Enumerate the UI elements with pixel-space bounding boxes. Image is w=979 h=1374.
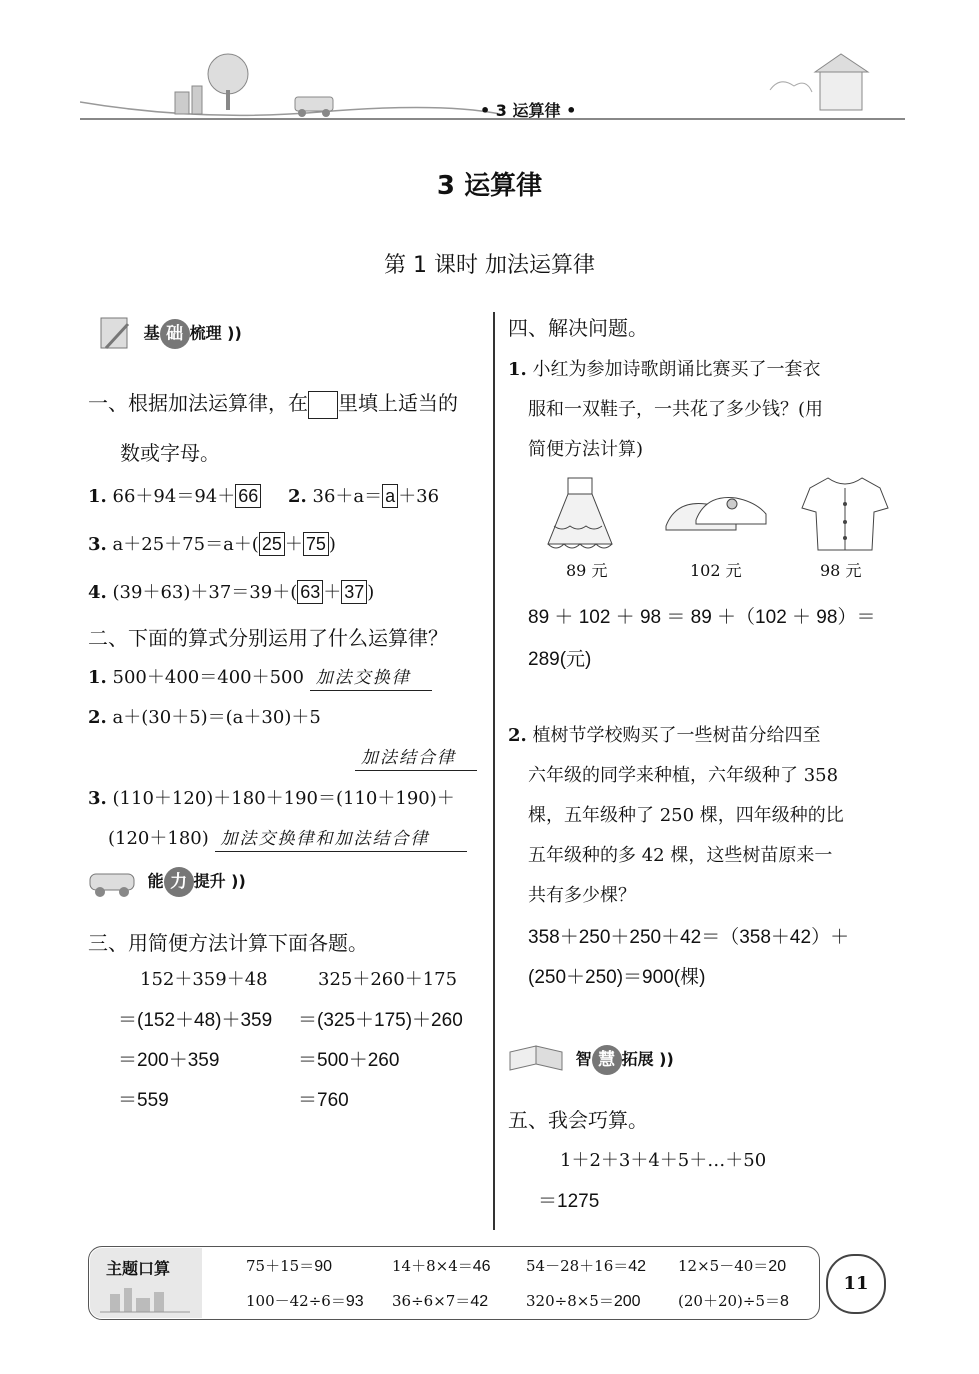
answer-box: 63 — [297, 580, 323, 604]
part2-heading: 二、下面的算式分别运用了什么运算律？ — [88, 626, 448, 650]
q-num: 1. — [508, 359, 527, 380]
slide-icon — [98, 314, 138, 354]
oral-q: 12×5－40＝ — [678, 1257, 769, 1275]
q-num: 4. — [88, 582, 107, 603]
skirt-icon — [540, 474, 620, 554]
answer-box: 66 — [235, 484, 261, 508]
handwritten-answer: 加法结合律 — [355, 743, 477, 771]
house-icon — [820, 70, 862, 110]
car-icon — [86, 864, 142, 900]
part1-heading — [88, 387, 458, 419]
shoes-icon — [662, 490, 772, 540]
oral-item — [392, 1255, 491, 1276]
part4-heading: 四、解决问题。 — [508, 316, 648, 340]
oral-a: 46 — [472, 1258, 491, 1275]
answer-box: a — [382, 484, 398, 508]
part5-heading: 五、我会巧算。 — [508, 1108, 648, 1132]
part1-q1 — [88, 482, 261, 508]
q-text: 共有多少棵？ — [528, 885, 636, 906]
oral-q: 54－28＋16＝ — [526, 1257, 629, 1275]
part1-q4 — [88, 578, 374, 604]
tree-icon — [208, 54, 248, 94]
calc-line: ＝500＋260 — [298, 1050, 400, 1071]
part2-q1 — [88, 663, 432, 691]
answer-line: (250＋250)＝900(棵) — [528, 967, 706, 988]
oral-a: 42 — [470, 1293, 489, 1310]
price-shirt: 98 元 — [820, 561, 862, 580]
q-text: 服和一双鞋子，一共花了多少钱？(用 — [528, 399, 824, 420]
q-expr: 66＋94＝94＋ — [112, 486, 236, 507]
q-expr: 500＋400＝400＋500 — [112, 667, 304, 688]
price-skirt: 89 元 — [566, 561, 608, 580]
lesson-subtitle: 第 1 课时 加法运算律 — [384, 253, 595, 278]
q-expr: a＋25＋75＝a＋( — [112, 534, 259, 555]
part4-q2-answer — [528, 918, 849, 998]
badge-wisdom-circle: 慧 — [592, 1045, 622, 1075]
badge-basic: 基 础 梳理 )) — [98, 314, 242, 350]
badge-basic-pre: 基 — [143, 323, 160, 343]
part1-q3 — [88, 530, 336, 556]
oral-item — [678, 1255, 786, 1276]
part4-q1 — [508, 350, 908, 470]
oral-item — [246, 1290, 364, 1311]
building-icon — [175, 92, 189, 114]
calc-line: ＝760 — [298, 1090, 349, 1111]
oral-a: 42 — [628, 1258, 647, 1275]
part1-q2 — [288, 482, 439, 508]
calc-line: 152＋359＋48 — [140, 969, 268, 990]
q-expr: 36＋a＝ — [312, 486, 383, 507]
q-num: 3. — [88, 788, 107, 809]
q-num: 2. — [508, 725, 527, 746]
part4-q2 — [508, 716, 908, 916]
oral-item — [678, 1290, 789, 1311]
oral-practice-label: 主题口算 — [106, 1259, 171, 1278]
q-num: 1. — [88, 486, 107, 507]
answer-box: 37 — [341, 580, 367, 604]
q-text: 棵，五年级种了 250 棵，四年级种的比 — [528, 805, 844, 826]
oral-q: 100－42÷6＝ — [246, 1292, 346, 1310]
oral-q: 36÷6×7＝ — [392, 1292, 471, 1310]
oral-a: 90 — [314, 1258, 332, 1275]
q-plus: ＋ — [323, 582, 342, 603]
part3-left — [118, 965, 272, 1125]
q-num: 3. — [88, 534, 107, 555]
q-expr: ＋36 — [398, 486, 440, 507]
part2-q3 — [88, 784, 455, 810]
calc-line: ＝200＋359 — [118, 1050, 220, 1071]
part2-q3-line2 — [108, 824, 467, 852]
city-icon — [100, 1282, 190, 1314]
book-icon — [506, 1040, 570, 1080]
answer-line: 89 ＋ 102 ＋ 98 ＝ 89 ＋（102 ＋ 98）＝ — [528, 607, 876, 628]
part2-q2 — [88, 703, 321, 729]
q-text: 简便方法计算) — [528, 439, 644, 460]
badge-improve: 能 力 提升 )) — [86, 864, 246, 900]
oral-q: 320÷8×5＝ — [526, 1292, 614, 1310]
part3-right — [298, 965, 463, 1125]
part4-q1-answer — [528, 597, 875, 681]
badge-wisdom-pre: 智 — [575, 1049, 592, 1069]
q-expr: a＋(30＋5)＝(a＋30)＋5 — [112, 707, 321, 728]
q-expr: (110＋120)＋180＋190＝(110＋190)＋ — [112, 788, 455, 809]
oral-item — [246, 1255, 332, 1276]
badge-basic-circle: 础 — [160, 319, 190, 349]
page-number: 11 — [826, 1254, 886, 1314]
running-title: • 3 运算律 • — [480, 101, 577, 120]
oral-item — [526, 1255, 646, 1276]
q-num: 2. — [288, 486, 307, 507]
oral-q: 75＋15＝ — [246, 1257, 315, 1275]
calc-line: ＝559 — [118, 1090, 169, 1111]
q-plus: ＋ — [284, 534, 303, 555]
calc-line: 325＋260＋175 — [318, 969, 458, 990]
part5-expr: 1＋2＋3＋4＋5＋…＋50 — [560, 1150, 767, 1171]
oral-a: 20 — [768, 1258, 787, 1275]
oral-a: 200 — [613, 1293, 641, 1310]
shirt-icon — [800, 474, 890, 554]
badge-basic-post: 梳理 — [189, 323, 222, 343]
part1-heading-b: 里填上适当的 — [338, 391, 458, 415]
part3-heading: 三、用简便方法计算下面各题。 — [88, 931, 368, 955]
q-expr: (39＋63)＋37＝39＋( — [112, 582, 298, 603]
oral-a: 93 — [345, 1293, 364, 1310]
oral-q: (20＋20)÷5＝ — [678, 1292, 780, 1310]
badge-wisdom: 智 慧 拓展 )) — [506, 1040, 674, 1076]
oral-item — [392, 1290, 488, 1311]
oral-a: 8 — [780, 1293, 789, 1310]
q-expr: (120＋180) — [108, 828, 209, 849]
q-num: 2. — [88, 707, 107, 728]
column-divider — [493, 312, 495, 1230]
blank-box — [308, 391, 338, 419]
part2-q2-answer — [355, 743, 477, 771]
q-text: 植树节学校购买了一些树苗分给四至 — [532, 725, 821, 746]
part1-heading-a: 一、根据加法运算律，在 — [88, 391, 308, 415]
q-close: ) — [367, 582, 375, 603]
q-text: 小红为参加诗歌朗诵比赛买了一套衣 — [532, 359, 821, 380]
answer-line: 358＋250＋250＋42＝（358＋42）＋ — [528, 927, 850, 948]
calc-line: ＝(152＋48)＋359 — [118, 1010, 273, 1031]
part1-heading-c: 数或字母。 — [120, 441, 220, 465]
page-title: 3 运算律 — [436, 171, 543, 201]
part5-answer: ＝1275 — [538, 1191, 600, 1212]
answer-box: 75 — [303, 532, 329, 556]
badge-improve-pre: 能 — [147, 871, 164, 891]
badge-improve-circle: 力 — [164, 867, 194, 897]
q-text: 五年级种的多 42 棵，这些树苗原来一 — [528, 845, 833, 866]
answer-box: 25 — [259, 532, 285, 556]
handwritten-answer: 加法交换律和加法结合律 — [215, 824, 467, 852]
q-text: 六年级的同学来种植，六年级种了 358 — [528, 765, 839, 786]
oral-item — [526, 1290, 641, 1311]
badge-wisdom-post: 拓展 — [621, 1049, 654, 1069]
q-num: 1. — [88, 667, 107, 688]
badge-improve-post: 提升 — [193, 871, 226, 891]
car-icon — [295, 97, 333, 111]
answer-line: 289(元) — [528, 649, 592, 670]
oral-q: 14＋8×4＝ — [392, 1257, 473, 1275]
handwritten-answer: 加法交换律 — [310, 663, 432, 691]
price-shoes: 102 元 — [690, 561, 742, 580]
q-close: ) — [328, 534, 336, 555]
calc-line: ＝(325＋175)＋260 — [298, 1010, 463, 1031]
